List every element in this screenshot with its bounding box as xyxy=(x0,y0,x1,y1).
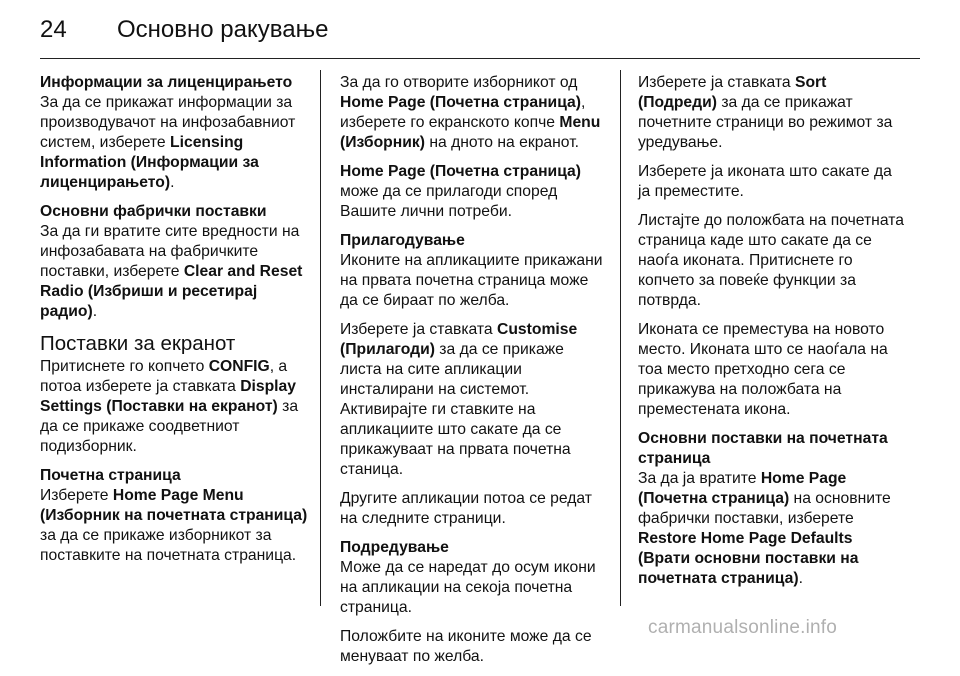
header-divider xyxy=(40,58,920,59)
paragraph-sort: Изберете ја ставката Sort (Подреди) за да се прикажат почетните страници во режимот за уредување. xyxy=(638,74,893,151)
page-number: 24 xyxy=(40,16,67,43)
paragraph-home-defaults: За да ја вратите Home Page (Почетна страница) на основните фабрички поставки, изберете Restore Home Page Defaults (Врати основни поставки на почетната страница). xyxy=(638,470,891,587)
paragraph-open-menu: За да го отворите изборникот од Home Page (Почетна страница), изберете го екранското копче Menu (Изборник) на дното на екранот. xyxy=(340,74,601,151)
column-2 xyxy=(340,73,606,676)
paragraph-factory-defaults: За да ги вратите сите вредности на инфозабавата на фабричките поставки, изберете Clear and Reset Radio (Избриши и ресетирај радио). xyxy=(40,223,303,320)
paragraph-select-icon: Изберете ја иконата што сакате да ја преместите. xyxy=(638,163,892,200)
paragraph-icon-moved: Иконата се преместува на новото место. Иконата што се наоѓала на тоа место претходно сега се прикажува на положбата на преместената икона. xyxy=(638,321,888,418)
column-divider-1 xyxy=(320,70,321,606)
section-heading-screen-settings: Поставки за екранот xyxy=(40,332,236,355)
paragraph-scroll-position: Листајте до положбата на почетната страница каде што сакате да се наоѓа иконата. Притиснете го копчето за повеќе функции за потврда. xyxy=(638,212,904,309)
paragraph-customizable: Home Page (Почетна страница) може да се прилагоди според Вашите лични потреби. xyxy=(340,163,581,220)
page-title: Основно ракување xyxy=(117,16,329,43)
paragraph-home-page: Изберете Home Page Menu (Изборник на почетната страница) за да се прикаже изборникот за поставките на почетната страница. xyxy=(40,487,308,564)
watermark: carmanualsonline.info xyxy=(648,617,838,638)
column-1 xyxy=(40,73,308,575)
paragraph-positions: Положбите на иконите може да се менуваат по желба. xyxy=(340,628,592,665)
paragraph-select-customise: Изберете ја ставката Customise (Прилагоди) за да се прикаже листа на сите апликации инсталирани на системот. Активирајте ги ставките на апликациите што сакате да се прикажуваат на првата почетна станица. xyxy=(340,321,578,478)
paragraph-other-apps: Другите апликации потоа се редат на следните страници. xyxy=(340,490,592,527)
paragraph-arrange: Може да се наредат до осум икони на апликации на секоја почетна страница. xyxy=(340,559,596,616)
column-divider-2 xyxy=(620,70,621,606)
section-heading-arrange: Подредување xyxy=(340,539,449,556)
column-3 xyxy=(638,73,904,598)
section-heading-home-page: Почетна страница xyxy=(40,467,181,484)
section-heading-license: Информации за лиценцирањето xyxy=(40,74,293,91)
section-heading-factory-defaults: Основни фабрички поставки xyxy=(40,203,267,220)
paragraph-license: За да се прикажат информации за производувачот на инфозабавниот систем, изберете Licensing Information (Информации за лиценцирањето). xyxy=(40,94,296,191)
paragraph-screen-settings: Притиснете го копчето CONFIG, а потоа изберете ја ставката Display Settings (Поставки на екранот) за да се прикаже соодветниот подизборник. xyxy=(40,358,299,455)
section-heading-customise: Прилагодување xyxy=(340,232,465,249)
paragraph-customise: Иконите на апликациите прикажани на првата почетна страница може да се бираат по желба. xyxy=(340,252,603,309)
section-heading-home-defaults: Основни поставки на почетната страница xyxy=(638,430,888,467)
